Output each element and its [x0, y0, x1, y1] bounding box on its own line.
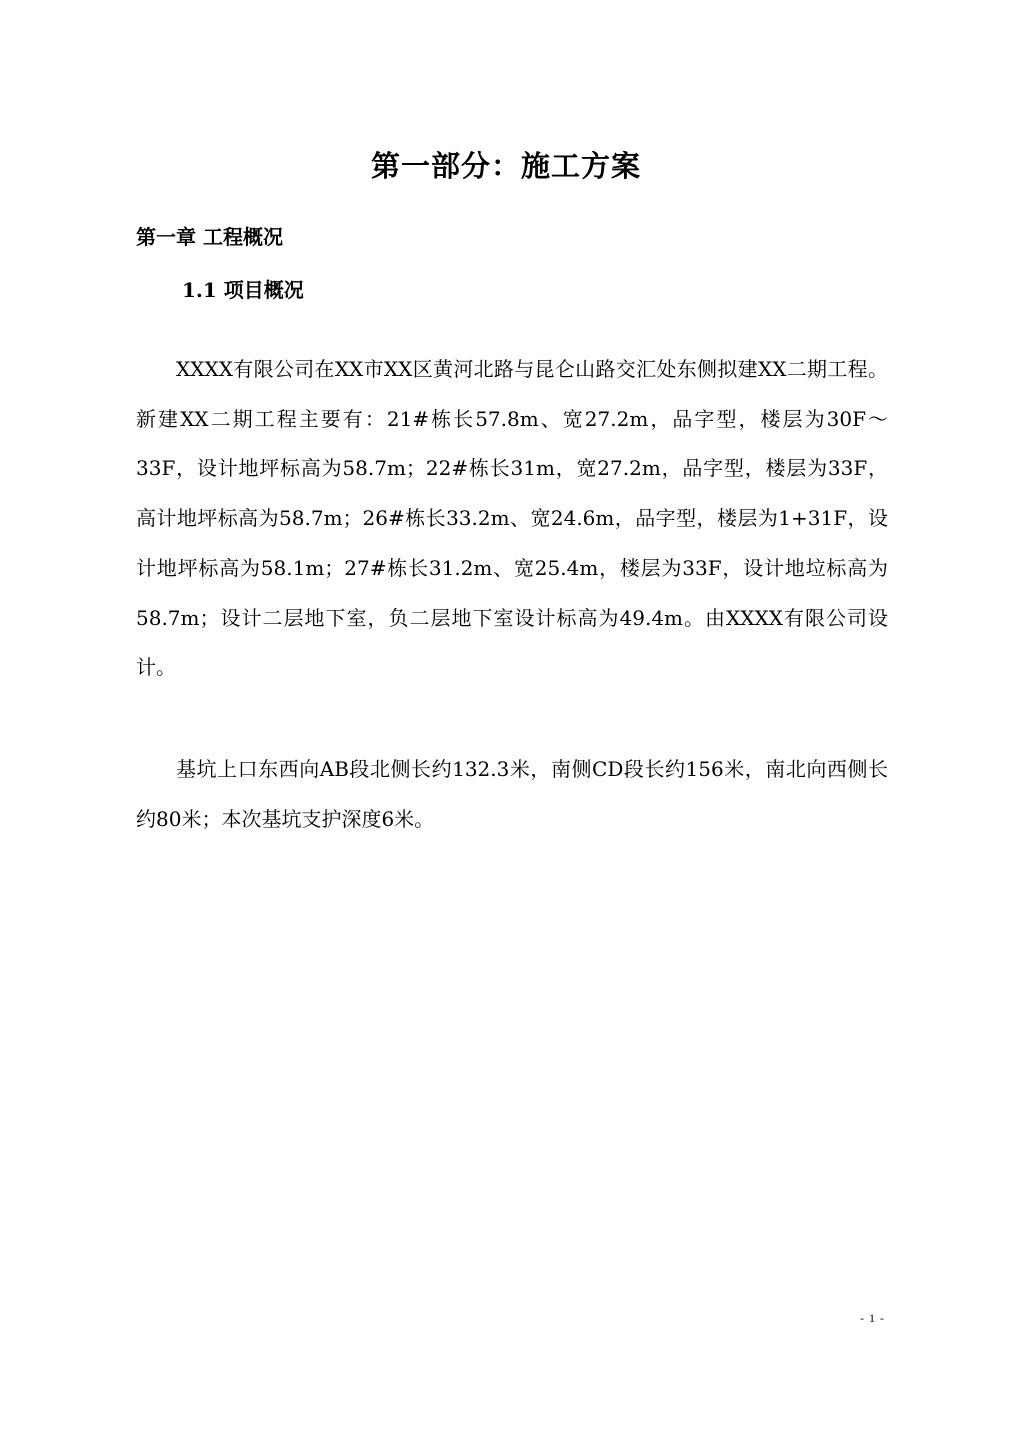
page-number: - 1 - [860, 1311, 885, 1325]
project-overview-paragraph: XXXX有限公司在XX市XX区黄河北路与昆仑山路交汇处东侧拟建XX二期工程。新建XX二期工程主要有：21#栋长57.8m、宽27.2m，品字型，楼层为30F～33F，设计地坪标高为58.7m；22#栋长31m，宽27.2m，品字型，楼层为33F，高计地坪标高为58.7m；26#栋长33.2m、宽24.6m，品字型，楼层为1+31F，设计地坪标高为58.1m；27#栋长31.2m、宽25.4m，楼层为33F，设计地垃标高为58.7m；设计二层地下室，负二层地下室设计标高为49.4m。由XXXX有限公司设计。 [136, 357, 888, 680]
chapter-heading: 第一章 工程概况 [136, 225, 283, 249]
foundation-pit-paragraph: 基坑上口东西向AB段北侧长约132.3米，南侧CD段长约156米，南北向西侧长约80米；本次基坑支护深度6米。 [136, 757, 888, 831]
section-heading: 1.1 项目概况 [182, 278, 304, 302]
document-title: 第一部分：施工方案 [370, 149, 641, 183]
